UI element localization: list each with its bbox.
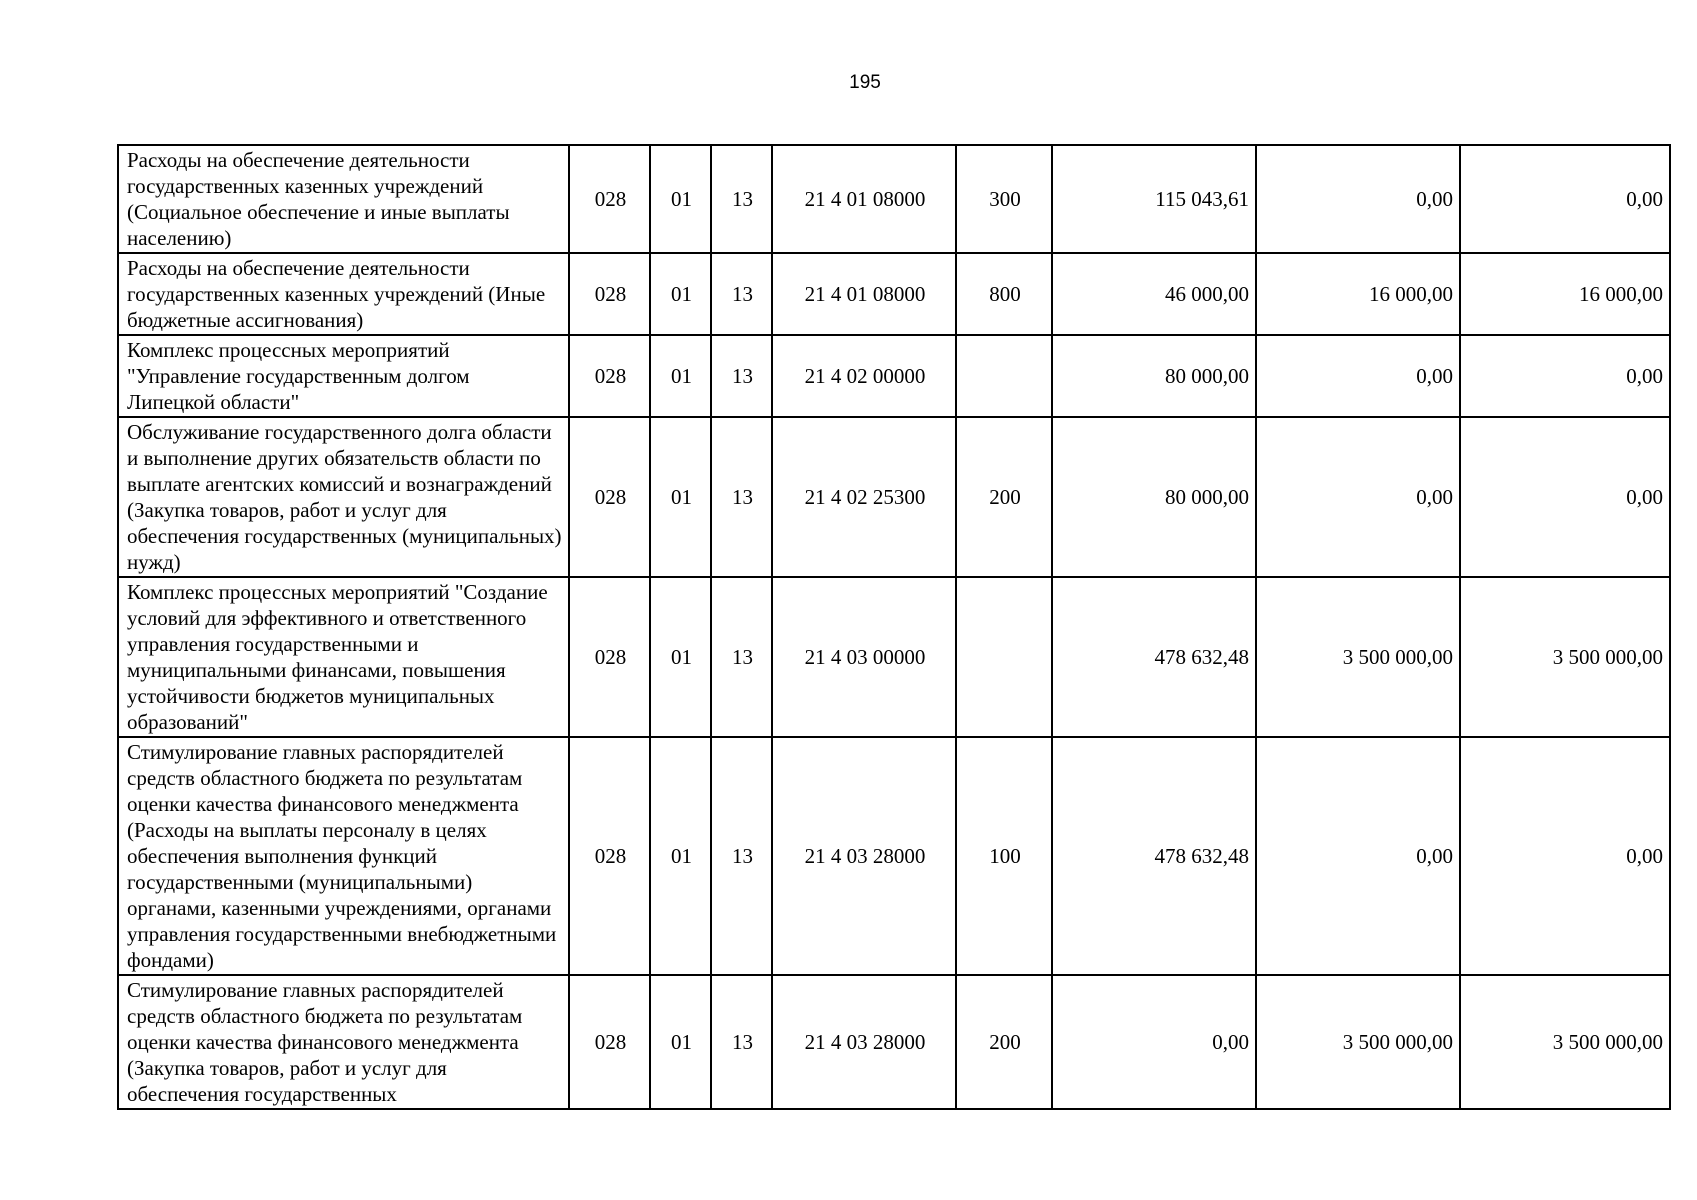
ved-code: 028	[569, 253, 650, 335]
rz-code: 01	[650, 417, 711, 577]
ved-code: 028	[569, 145, 650, 253]
sum-year-2: 3 500 000,00	[1256, 577, 1460, 737]
sum-year-1: 80 000,00	[1052, 417, 1256, 577]
vr-code: 200	[956, 417, 1052, 577]
table-row	[118, 975, 1670, 1109]
vr-code: 300	[956, 145, 1052, 253]
sum-year-3: 3 500 000,00	[1460, 975, 1670, 1109]
row-name: Обслуживание государственного долга области и выполнение других обязательств области по выплате агентских комиссий и вознаграждений (Закупка товаров, работ и услуг для обеспечения государственных (муниципальных) нужд)	[118, 417, 569, 577]
rz-code: 01	[650, 577, 711, 737]
sum-year-2: 0,00	[1256, 417, 1460, 577]
table-row	[118, 253, 1670, 335]
vr-code: 100	[956, 737, 1052, 975]
ved-code: 028	[569, 737, 650, 975]
pr-code: 13	[711, 417, 772, 577]
table-row	[118, 335, 1670, 417]
vr-code: 200	[956, 975, 1052, 1109]
row-name: Комплекс процессных мероприятий "Управление государственным долгом Липецкой области"	[118, 335, 569, 417]
table-row	[118, 145, 1670, 253]
rz-code: 01	[650, 253, 711, 335]
table-row	[118, 577, 1670, 737]
pr-code: 13	[711, 975, 772, 1109]
sum-year-2: 0,00	[1256, 145, 1460, 253]
pr-code: 13	[711, 577, 772, 737]
sum-year-1: 0,00	[1052, 975, 1256, 1109]
table-row	[118, 737, 1670, 975]
csr-code: 21 4 03 00000	[772, 577, 956, 737]
pr-code: 13	[711, 145, 772, 253]
row-name: Стимулирование главных распорядителей средств областного бюджета по результатам оценки качества финансового менеджмента (Расходы на выплаты персоналу в целях обеспечения выполнения функций государственными (муниципальными) органами, казенными учреждениями, органами управления государственными внебюджетными фондами)	[118, 737, 569, 975]
sum-year-3: 16 000,00	[1460, 253, 1670, 335]
sum-year-3: 0,00	[1460, 335, 1670, 417]
csr-code: 21 4 01 08000	[772, 145, 956, 253]
budget-table	[117, 144, 1671, 1110]
sum-year-3: 3 500 000,00	[1460, 577, 1670, 737]
pr-code: 13	[711, 335, 772, 417]
sum-year-3: 0,00	[1460, 737, 1670, 975]
sum-year-1: 478 632,48	[1052, 577, 1256, 737]
sum-year-3: 0,00	[1460, 145, 1670, 253]
sum-year-1: 115 043,61	[1052, 145, 1256, 253]
ved-code: 028	[569, 417, 650, 577]
sum-year-1: 46 000,00	[1052, 253, 1256, 335]
ved-code: 028	[569, 975, 650, 1109]
ved-code: 028	[569, 335, 650, 417]
rz-code: 01	[650, 145, 711, 253]
table-row	[118, 417, 1670, 577]
csr-code: 21 4 03 28000	[772, 737, 956, 975]
csr-code: 21 4 02 00000	[772, 335, 956, 417]
row-name: Расходы на обеспечение деятельности государственных казенных учреждений (Социальное обеспечение и иные выплаты населению)	[118, 145, 569, 253]
page-number: 195	[849, 72, 881, 93]
row-name: Стимулирование главных распорядителей средств областного бюджета по результатам оценки качества финансового менеджмента (Закупка товаров, работ и услуг для обеспечения государственных	[118, 975, 569, 1109]
sum-year-1: 478 632,48	[1052, 737, 1256, 975]
row-name: Комплекс процессных мероприятий "Создание условий для эффективного и ответственного управления государственными и муниципальными финансами, повышения устойчивости бюджетов муниципальных образований"	[118, 577, 569, 737]
pr-code: 13	[711, 253, 772, 335]
sum-year-3: 0,00	[1460, 417, 1670, 577]
sum-year-2: 3 500 000,00	[1256, 975, 1460, 1109]
csr-code: 21 4 03 28000	[772, 975, 956, 1109]
csr-code: 21 4 02 25300	[772, 417, 956, 577]
rz-code: 01	[650, 975, 711, 1109]
csr-code: 21 4 01 08000	[772, 253, 956, 335]
row-name: Расходы на обеспечение деятельности государственных казенных учреждений (Иные бюджетные ассигнования)	[118, 253, 569, 335]
sum-year-2: 0,00	[1256, 737, 1460, 975]
rz-code: 01	[650, 737, 711, 975]
ved-code: 028	[569, 577, 650, 737]
pr-code: 13	[711, 737, 772, 975]
sum-year-2: 16 000,00	[1256, 253, 1460, 335]
vr-code	[956, 335, 1052, 417]
rz-code: 01	[650, 335, 711, 417]
vr-code: 800	[956, 253, 1052, 335]
sum-year-2: 0,00	[1256, 335, 1460, 417]
vr-code	[956, 577, 1052, 737]
sum-year-1: 80 000,00	[1052, 335, 1256, 417]
